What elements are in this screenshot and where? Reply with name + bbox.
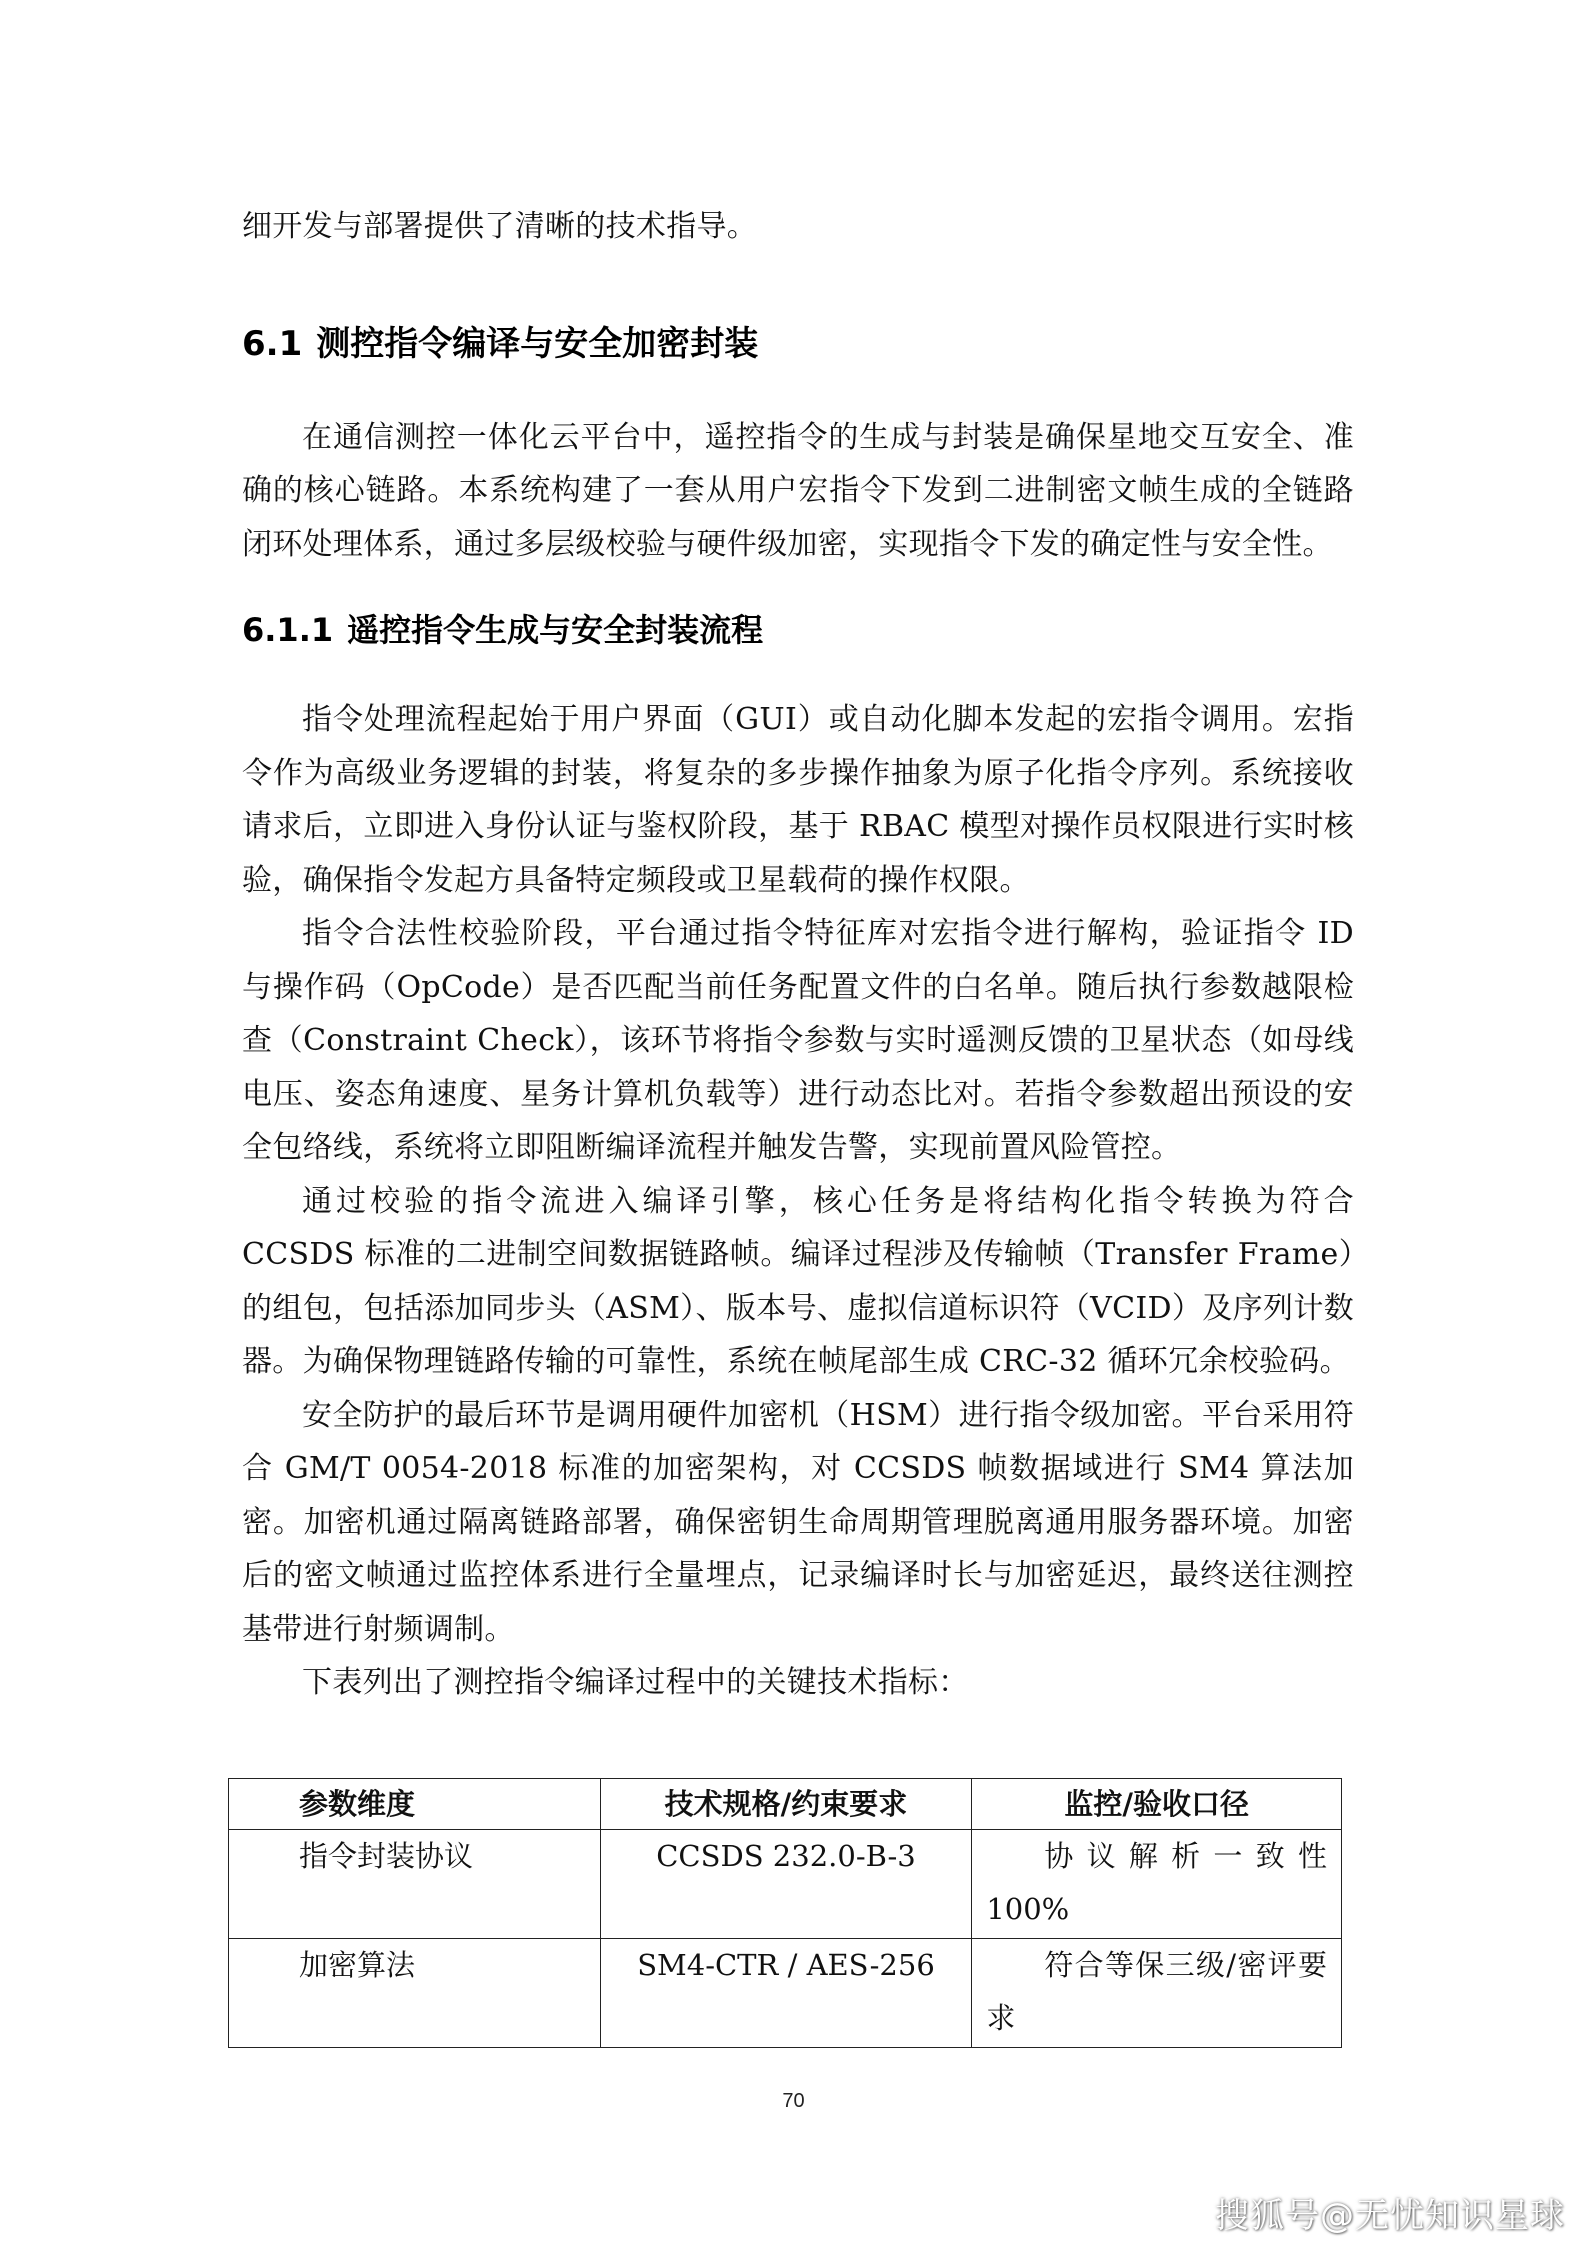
- intro-continuation: 细开发与部署提供了清晰的技术指导。: [242, 209, 758, 244]
- page-content: [242, 200, 1354, 1710]
- header-acceptance: 监控/验收口径: [972, 1779, 1342, 1830]
- table-intro: 下表列出了测控指令编译过程中的关键技术指标：: [302, 1665, 969, 1700]
- table-cell: SM4-CTR / AES-256: [600, 1939, 972, 2048]
- table-cell: 指令封装协议: [229, 1830, 601, 1939]
- table-row: [229, 1939, 1342, 2048]
- table-row: [229, 1830, 1342, 1939]
- section-number: 6.1: [242, 323, 303, 364]
- spec-table: [228, 1778, 1342, 2048]
- paragraph-validation: 指令合法性校验阶段，平台通过指令特征库对宏指令进行解构，验证指令 ID 与操作码（OpCode）是否匹配当前任务配置文件的白名单。随后执行参数越限检查（Constraint Check），该环节将指令参数与实时遥测反馈的卫星状态（如母线电压、姿态角速度、星务计算机负载等）进行动态比对。若指令参数超出预设的安全包络线，系统将立即阻断编译流程并触发告警，实现前置风险管控。: [242, 916, 1354, 1165]
- subsection-heading: [242, 605, 1354, 655]
- section-paragraph: 在通信测控一体化云平台中，遥控指令的生成与封装是确保星地交互安全、准确的核心链路。本系统构建了一套从用户宏指令下发到二进制密文帧生成的全链路闭环处理体系，通过多层级校验与硬件级加密，实现指令下发的确定性与安全性。: [242, 419, 1354, 562]
- subsection-title: 遥控指令生成与安全封装流程: [347, 611, 764, 649]
- section-heading: [242, 319, 1354, 369]
- header-parameter: 参数维度: [229, 1779, 601, 1830]
- subsection-number: 6.1.1: [242, 611, 334, 649]
- paragraph-encryption: 安全防护的最后环节是调用硬件加密机（HSM）进行指令级加密。平台采用符合 GM/T 0054-2018 标准的加密架构，对 CCSDS 帧数据域进行 SM4 算法加密。加密机通过隔离链路部署，确保密钥生命周期管理脱离通用服务器环境。加密后的密文帧通过监控体系进行全量埋点，记录编译时长与加密延迟，最终送往测控基带进行射频调制。: [242, 1397, 1354, 1647]
- watermark: 搜狐号@无忧知识星球: [1215, 2196, 1565, 2236]
- table-cell: CCSDS 232.0-B-3: [600, 1830, 972, 1939]
- paragraph-command-flow: 指令处理流程起始于用户界面（GUI）或自动化脚本发起的宏指令调用。宏指令作为高级业务逻辑的封装，将复杂的多步操作抽象为原子化指令序列。系统接收请求后，立即进入身份认证与鉴权阶段，基于 RBAC 模型对操作员权限进行实时核验，确保指令发起方具备特定频段或卫星载荷的操作权限。: [242, 702, 1354, 898]
- section-title: 测控指令编译与安全加密封装: [316, 323, 759, 364]
- page-number: 70: [782, 2090, 805, 2112]
- table-cell: 加密算法: [229, 1939, 601, 2048]
- table-cell: 符合等保三级/密评要求: [972, 1939, 1342, 2048]
- paragraph-compilation: 通过校验的指令流进入编译引擎，核心任务是将结构化指令转换为符合 CCSDS 标准的二进制空间数据链路帧。编译过程涉及传输帧（Transfer Frame）的组包，包括添加同步头（ASM）、版本号、虚拟信道标识符（VCID）及序列计数器。为确保物理链路传输的可靠性，系统在帧尾部生成 CRC-32 循环冗余校验码。: [242, 1183, 1354, 1379]
- table-cell: 协 议 解 析 一 致 性 100%: [972, 1830, 1342, 1939]
- table-header-row: [229, 1779, 1342, 1830]
- header-specification: 技术规格/约束要求: [600, 1779, 972, 1830]
